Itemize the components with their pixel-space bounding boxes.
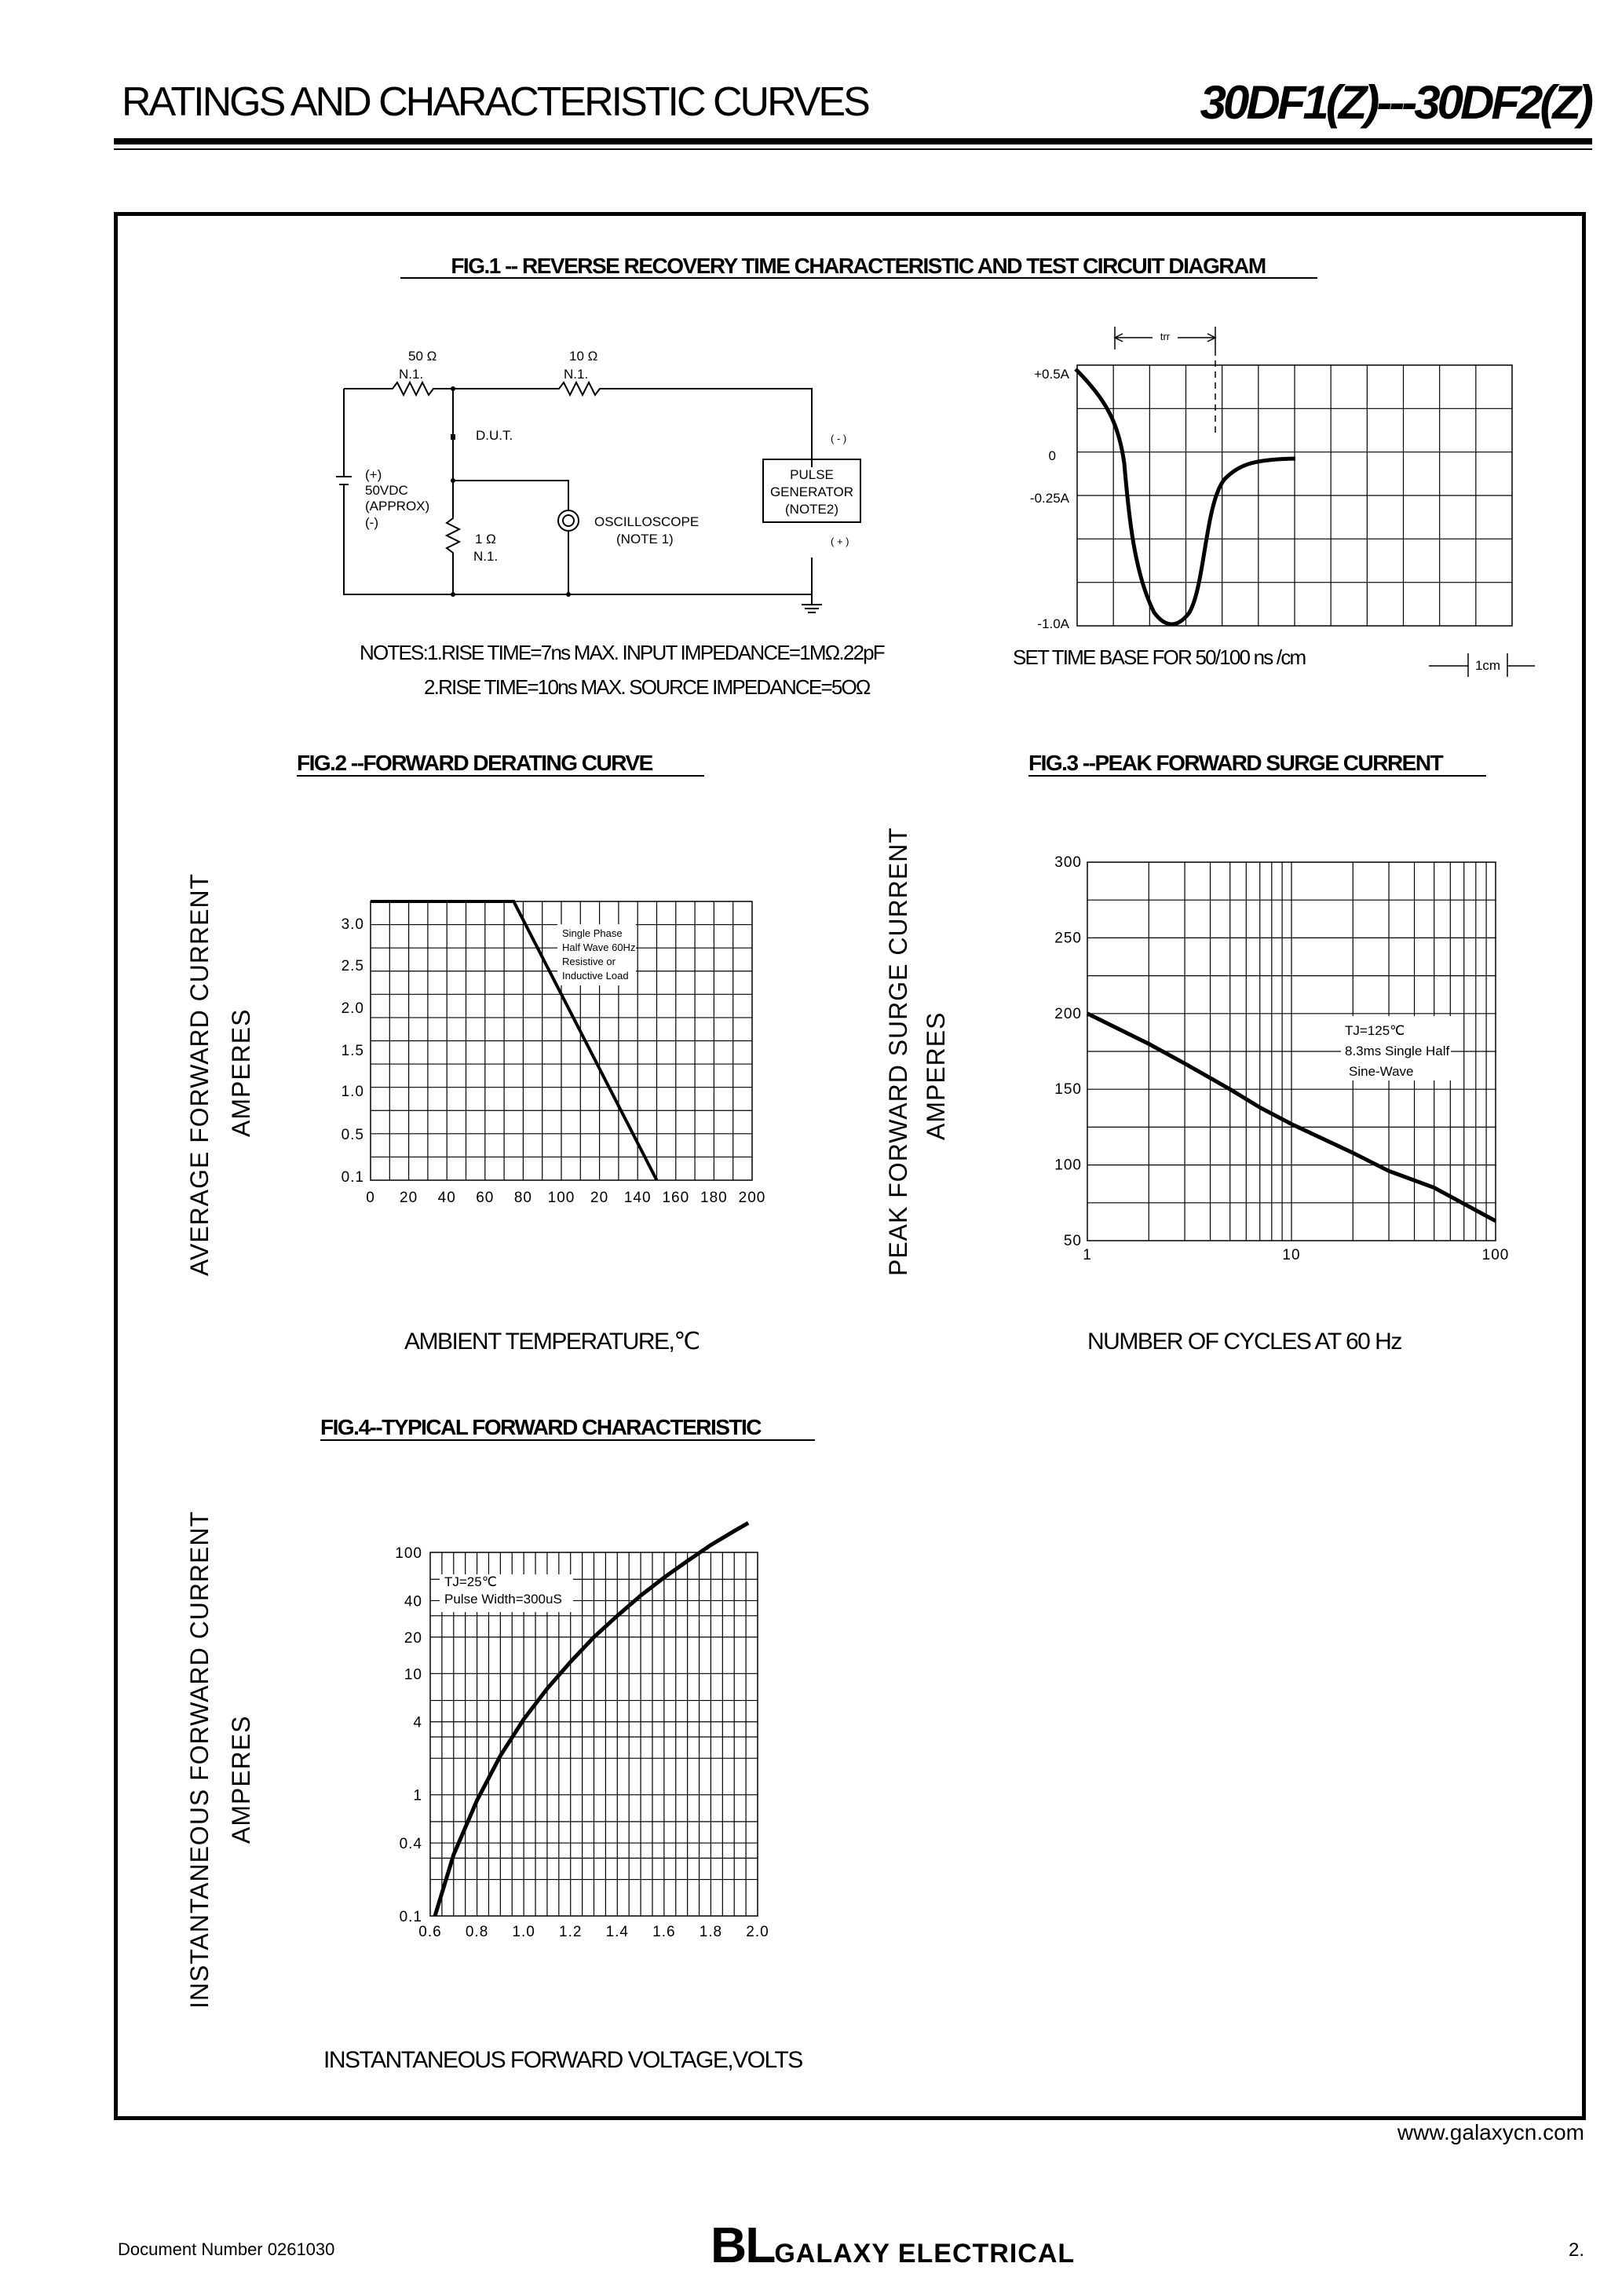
- fig3-y-tick: 200: [1054, 1005, 1082, 1022]
- trr-marker: [1115, 327, 1215, 436]
- resistor-1ohm: [447, 481, 459, 594]
- top-wire: [344, 382, 812, 467]
- fig2-title: FIG.2 --FORWARD DERATING CURVE: [297, 751, 652, 775]
- fig2-ylabel-line1: AVERAGE FORWARD CURRENT: [185, 872, 214, 1276]
- pulse-label-1: PULSE: [790, 467, 834, 482]
- logo-company-name: GALAXY ELECTRICAL: [774, 2239, 1076, 2269]
- fig2-legend-line: Inductive Load: [562, 970, 629, 982]
- fig4-x-tick: 2.0: [746, 1924, 769, 1940]
- fig4-y-tick: 40: [404, 1593, 422, 1610]
- fig3-y-tick: 150: [1054, 1081, 1082, 1099]
- footer-url: www.galaxycn.com: [1397, 2120, 1584, 2144]
- fig2-legend-line: Resistive or: [562, 956, 616, 967]
- fig3-title: FIG.3 --PEAK FORWARD SURGE CURRENT: [1028, 751, 1443, 775]
- fig2-x-ticks: [366, 1190, 765, 1206]
- junction-dot: [566, 592, 571, 597]
- fig4-y-tick: 20: [404, 1629, 422, 1647]
- fig2-ylabel: [185, 873, 214, 1276]
- wave-ylabel-neg: -1.0A: [1037, 616, 1069, 631]
- fig1-note-2: 2.RISE TIME=10ns MAX. SOURCE IMPEDANCE=5OΩ: [424, 675, 870, 699]
- dut-branch: [453, 389, 568, 510]
- supply-value: 50VDC: [365, 483, 408, 498]
- fig2-x-tick: 100: [547, 1190, 575, 1206]
- fig4-ylabel-line2: AMPERES: [227, 1715, 255, 1844]
- wave-ylabel-quarter: -0.25A: [1029, 491, 1069, 506]
- fig3-x-ticks: [1083, 1247, 1509, 1263]
- scale-label: 1cm: [1474, 658, 1501, 673]
- page-title: RATINGS AND CHARACTERISTIC CURVES: [122, 79, 868, 125]
- fig4-ylabel: [185, 1511, 214, 2009]
- fig3-y-tick: 50: [1063, 1233, 1082, 1249]
- fig2-x-tick: 0: [366, 1190, 375, 1206]
- fig2-ylabel-line2: AMPERES: [227, 1008, 255, 1137]
- fig2-x-tick: 140: [623, 1190, 652, 1206]
- fig2-y-tick: 0.1: [341, 1169, 364, 1186]
- fig3-ylabel-units: [922, 1012, 950, 1140]
- fig2-y-tick: 0.5: [341, 1127, 364, 1143]
- wave-ylabel-pos: +0.5A: [1034, 367, 1069, 382]
- fig3-y-tick: 250: [1054, 930, 1082, 947]
- fig4-y-tick: 4: [413, 1714, 422, 1731]
- fig2-x-tick: 20: [590, 1190, 609, 1206]
- pulse-label-2: GENERATOR: [769, 484, 854, 499]
- fig3-legend-line: 8.3ms Single Half: [1345, 1044, 1450, 1058]
- pulse-label-3: (NOTE2): [785, 502, 838, 517]
- fig4-x-tick: 1.8: [699, 1924, 723, 1940]
- dut-diode-mark: [451, 434, 455, 440]
- fig3-ylabel-line1: PEAK FORWARD SURGE CURRENT: [884, 827, 912, 1276]
- fig2-y-tick: 2.5: [341, 958, 364, 974]
- fig4-y-ticks: [395, 1545, 422, 1925]
- r3-value: 1 Ω: [475, 532, 496, 547]
- fig4-title: FIG.4--TYPICAL FORWARD CHARACTERISTIC: [320, 1415, 762, 1439]
- fig4-y-tick: 0.1: [399, 1909, 422, 1925]
- fig3-y-tick: 300: [1054, 854, 1082, 871]
- logo-bl: BL: [711, 2217, 775, 2273]
- supply-plus: (+): [365, 467, 382, 482]
- fig3-ylabel-line2: AMPERES: [922, 1011, 950, 1140]
- fig4-y-tick: 10: [404, 1666, 422, 1684]
- fig2-xlabel: AMBIENT TEMPERATURE,℃: [404, 1329, 700, 1355]
- fig4-x-tick: 1.4: [605, 1924, 629, 1940]
- fig3-y-ticks: [1054, 854, 1082, 1249]
- fig2-y-tick: 3.0: [341, 916, 364, 933]
- fig4-x-ticks: [418, 1924, 769, 1940]
- fig2-x-tick: 20: [400, 1190, 418, 1206]
- fig4-legend-line: Pulse Width=300uS: [444, 1592, 562, 1607]
- fig2-legend-line: Half Wave 60Hz: [562, 941, 636, 953]
- dut-label: D.U.T.: [476, 428, 513, 443]
- fig3-x-tick: 100: [1481, 1247, 1510, 1263]
- document-number: Document Number 0261030: [118, 2239, 335, 2259]
- junction-dot: [451, 386, 455, 391]
- fig4-ylabel-units: [227, 1716, 255, 1844]
- scope-label: OSCILLOSCOPE: [594, 514, 700, 529]
- fig1-timebase: SET TIME BASE FOR 50/100 ns /cm: [1013, 645, 1306, 669]
- company-logo: [711, 2216, 1075, 2274]
- fig4-xlabel: INSTANTANEOUS FORWARD VOLTAGE,VOLTS: [323, 2047, 802, 2073]
- r1-note: N.1.: [399, 367, 424, 382]
- fig3-ylabel: [884, 827, 912, 1276]
- fig4-y-tick: 1: [413, 1787, 422, 1804]
- fig3-xlabel: NUMBER OF CYCLES AT 60 Hz: [1087, 1329, 1401, 1355]
- fig4-x-tick: 0.6: [418, 1924, 442, 1940]
- fig2-x-tick: 80: [513, 1190, 532, 1206]
- circuit-dots: [451, 386, 571, 597]
- fig4-y-tick: 100: [395, 1545, 422, 1562]
- junction-dot: [451, 478, 455, 483]
- r1-value: 50 Ω: [408, 349, 437, 364]
- fig4-x-tick: 0.8: [465, 1924, 489, 1940]
- fig3-x-tick: 1: [1083, 1247, 1092, 1263]
- fig1-title: FIG.1 -- REVERSE RECOVERY TIME CHARACTERISTIC AND TEST CIRCUIT DIAGRAM: [451, 254, 1266, 278]
- fig2-y-tick: 1.5: [341, 1043, 364, 1059]
- fig3-legend-line: Sine-Wave: [1349, 1064, 1414, 1079]
- fig2-legend-line: Single Phase: [562, 927, 623, 939]
- scope-note: (NOTE 1): [616, 532, 674, 547]
- wave-ylabel-zero: 0: [1048, 448, 1056, 463]
- fig4-x-tick: 1.0: [512, 1924, 535, 1940]
- oscilloscope-inner: [563, 515, 574, 526]
- fig4-ylabel-line1: INSTANTANEOUS FORWARD CURRENT: [185, 1510, 214, 2009]
- fig4-x-tick: 1.6: [652, 1924, 676, 1940]
- fig3-legend-line: TJ=125℃: [1345, 1023, 1405, 1038]
- pulse-pos: ( + ): [831, 536, 849, 547]
- fig4-x-tick: 1.2: [559, 1924, 583, 1940]
- r2-note: N.1.: [564, 367, 589, 382]
- junction-dot: [451, 592, 455, 597]
- oscilloscope-symbol: [558, 510, 579, 531]
- fig2-x-tick: 60: [476, 1190, 495, 1206]
- r2-value: 10 Ω: [569, 349, 598, 364]
- fig2-y-tick: 2.0: [341, 1000, 364, 1017]
- fig2-x-tick: 200: [738, 1190, 766, 1206]
- fig2-ylabel-units: [227, 1009, 255, 1137]
- fig3-y-tick: 100: [1054, 1157, 1082, 1174]
- supply-minus: (-): [365, 515, 378, 530]
- page-number: 2.: [1568, 2239, 1584, 2261]
- fig4-legend-line: TJ=25℃: [444, 1574, 497, 1589]
- fig1-note-1: NOTES:1.RISE TIME=7ns MAX. INPUT IMPEDANCE=1MΩ.22pF: [360, 641, 884, 664]
- fig2-y-ticks: [342, 916, 364, 1186]
- fig2-y-tick: 1.0: [341, 1084, 364, 1100]
- fig2-x-tick: 160: [662, 1190, 690, 1206]
- fig4-y-tick: 0.4: [399, 1836, 422, 1853]
- r3-note: N.1.: [473, 549, 499, 564]
- fig2-x-tick: 40: [437, 1190, 456, 1206]
- pulse-neg: ( - ): [831, 433, 847, 444]
- supply-approx: (APPROX): [365, 499, 430, 514]
- part-number: 30DF1(Z)---30DF2(Z): [1200, 76, 1591, 129]
- fig3-x-tick: 10: [1282, 1247, 1301, 1263]
- trr-label: trr: [1160, 331, 1171, 342]
- fig2-x-tick: 180: [700, 1190, 728, 1206]
- circuit-labels: [365, 349, 853, 564]
